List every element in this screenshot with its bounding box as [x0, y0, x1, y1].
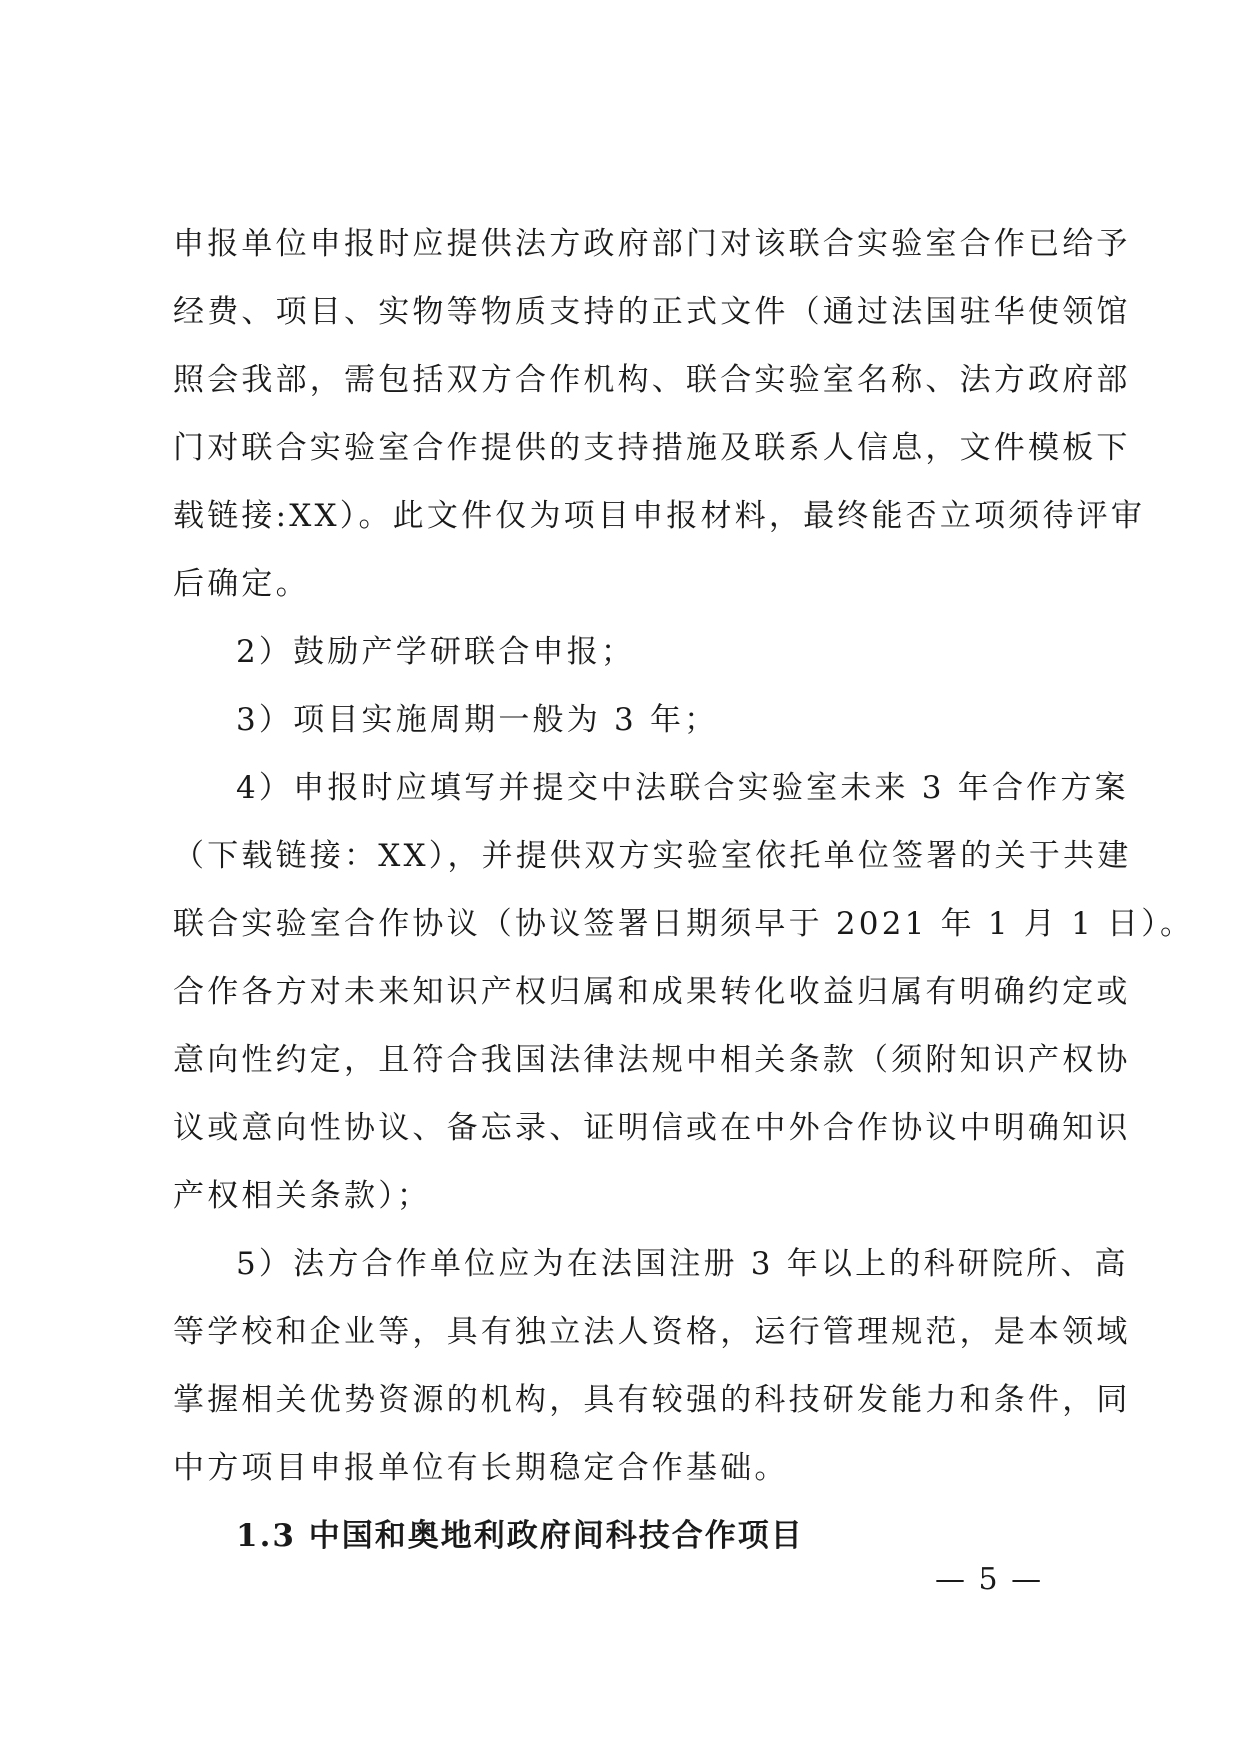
paragraph-line: 意向性约定，且符合我国法律法规中相关条款（须附知识产权协 — [173, 1042, 1131, 1078]
paragraph-line: 中方项目申报单位有长期稳定合作基础。 — [173, 1450, 789, 1486]
paragraph-line: 合作各方对未来知识产权归属和成果转化收益归属有明确约定或 — [173, 974, 1131, 1010]
page-number: — 5 — — [935, 1562, 1044, 1597]
list-item-4: 4）申报时应填写并提交中法联合实验室未来 3 年合作方案 — [236, 770, 1129, 806]
paragraph-line: 后确定。 — [173, 566, 310, 602]
paragraph-line: 等学校和企业等，具有独立法人资格，运行管理规范，是本领域 — [173, 1314, 1131, 1350]
document-body — [173, 210, 1195, 1570]
list-item-3: 3）项目实施周期一般为 3 年； — [236, 702, 719, 738]
list-item-5: 5）法方合作单位应为在法国注册 3 年以上的科研院所、高 — [236, 1246, 1129, 1282]
section-heading: 1.3 中国和奥地利政府间科技合作项目 — [236, 1518, 804, 1554]
paragraph-line: 载链接:XX）。此文件仅为项目申报材料，最终能否立项须待评审 — [173, 498, 1146, 534]
paragraph-line: 门对联合实验室合作提供的支持措施及联系人信息，文件模板下 — [173, 430, 1131, 466]
paragraph-line: 经费、项目、实物等物质支持的正式文件（通过法国驻华使领馆 — [173, 294, 1131, 330]
paragraph-line: 议或意向性协议、备忘录、证明信或在中外合作协议中明确知识 — [173, 1110, 1131, 1146]
list-item-2: 2）鼓励产学研联合申报； — [236, 634, 636, 670]
paragraph-line: 申报单位申报时应提供法方政府部门对该联合实验室合作已给予 — [173, 226, 1131, 262]
paragraph-line: 产权相关条款）； — [173, 1178, 432, 1214]
paragraph-line: （下载链接：XX），并提供双方实验室依托单位签署的关于共建 — [173, 838, 1132, 874]
paragraph-line: 照会我部，需包括双方合作机构、联合实验室名称、法方政府部 — [173, 362, 1131, 398]
paragraph-line: 联合实验室合作协议（协议签署日期须早于 2021 年 1 月 1 日）。 — [173, 906, 1195, 942]
paragraph-line: 掌握相关优势资源的机构，具有较强的科技研发能力和条件，同 — [173, 1382, 1131, 1418]
